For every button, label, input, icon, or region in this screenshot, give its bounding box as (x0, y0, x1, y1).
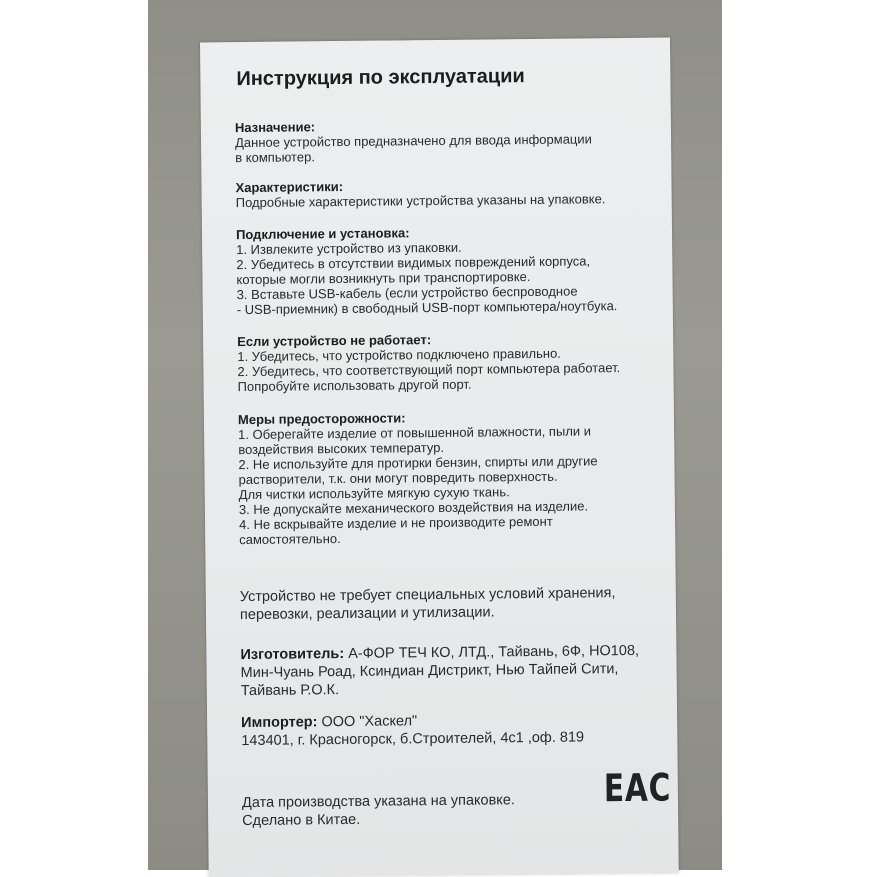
section-precautions (238, 408, 599, 547)
section-heading: Характеристики: (235, 178, 344, 196)
list-item: 2. Не используйте для протирки бензин, спирты или другие (238, 453, 598, 473)
section-specs (235, 176, 605, 210)
section-troubleshoot (237, 330, 620, 394)
list-item: воздействия высоких температур. (238, 439, 445, 458)
storage-line: перевозки, реализации и утилизации. (239, 604, 495, 624)
list-item: 1. Оберегайте изделие от повышенной влажности, пыли и (238, 423, 592, 443)
list-item: 1. Убедитесь, что устройство подключено правильно. (237, 345, 561, 365)
list-item: - USB-приемник) в свободный USB-порт компьютера/ноутбука. (236, 298, 618, 318)
list-item: 3. Не допускайте механического воздействия на изделие. (238, 498, 589, 518)
section-install (236, 223, 617, 317)
importer-line: ООО "Хаскел" (317, 713, 418, 731)
section-line: Подробные характеристики устройства указаны на упаковке. (235, 191, 606, 211)
section-line: Данное устройство предназначено для ввода информации (234, 131, 592, 151)
section-line: в компьютер. (235, 149, 315, 166)
manufacturer-line: Мин-Чуань Роад, Ксиндиан Дистрикт, Нью Тайпей Сити, (240, 661, 619, 682)
manufacturer-line: А-ФОР ТЕЧ КО, ЛТД., Тайвань, 6Ф, НО108, (344, 642, 640, 662)
list-item: 2. Убедитесь в отсутствии видимых повреждений корпуса, (236, 253, 591, 273)
instruction-sheet (200, 38, 679, 877)
list-item: растворители, т.к. они могут повредить поверхность. (238, 468, 558, 488)
list-item: Попробуйте использовать другой порт. (237, 376, 472, 395)
footer-line: Дата производства указана на упаковке. (241, 792, 515, 812)
importer-info (241, 710, 584, 750)
list-item: 2. Убедитесь, что соответствующий порт компьютера работает. (237, 360, 621, 380)
footer-line: Сделано в Китае. (242, 811, 361, 830)
section-heading: Подключение и установка: (235, 225, 410, 243)
importer-line: 143401, г. Красногорск, б.Строителей, 4с1 ,оф. 819 (241, 729, 585, 750)
storage-line: Устройство не требует специальных условий хранения, (239, 585, 616, 606)
list-item: которые могли возникнуть при транспортировке. (236, 269, 531, 288)
list-item: Для чистки используйте мягкую сухую ткань. (238, 484, 510, 503)
list-item: 4. Не вскрывайте изделие и не производите ремонт (238, 513, 553, 533)
list-item: 1. Извлеките устройство из упаковки. (236, 239, 462, 258)
section-heading: Меры предосторожности: (237, 410, 406, 428)
document-title: Инструкция по эксплуатации (236, 65, 525, 91)
manufacturer-info (240, 642, 639, 700)
eac-mark-icon: EAC (603, 765, 672, 811)
section-heading: Назначение: (234, 119, 316, 136)
storage-note (240, 584, 616, 624)
importer-label: Импортер: (241, 714, 318, 732)
manufacturer-line: Тайвань Р.О.К. (240, 682, 340, 700)
section-heading: Если устройство не работает: (237, 332, 432, 350)
footer-note (242, 791, 515, 830)
list-item: самостоятельно. (239, 531, 341, 548)
list-item: 3. Вставьте USB-кабель (если устройство беспроводное (236, 283, 578, 303)
manufacturer-label: Изготовитель: (240, 645, 345, 664)
section-purpose (235, 116, 592, 165)
